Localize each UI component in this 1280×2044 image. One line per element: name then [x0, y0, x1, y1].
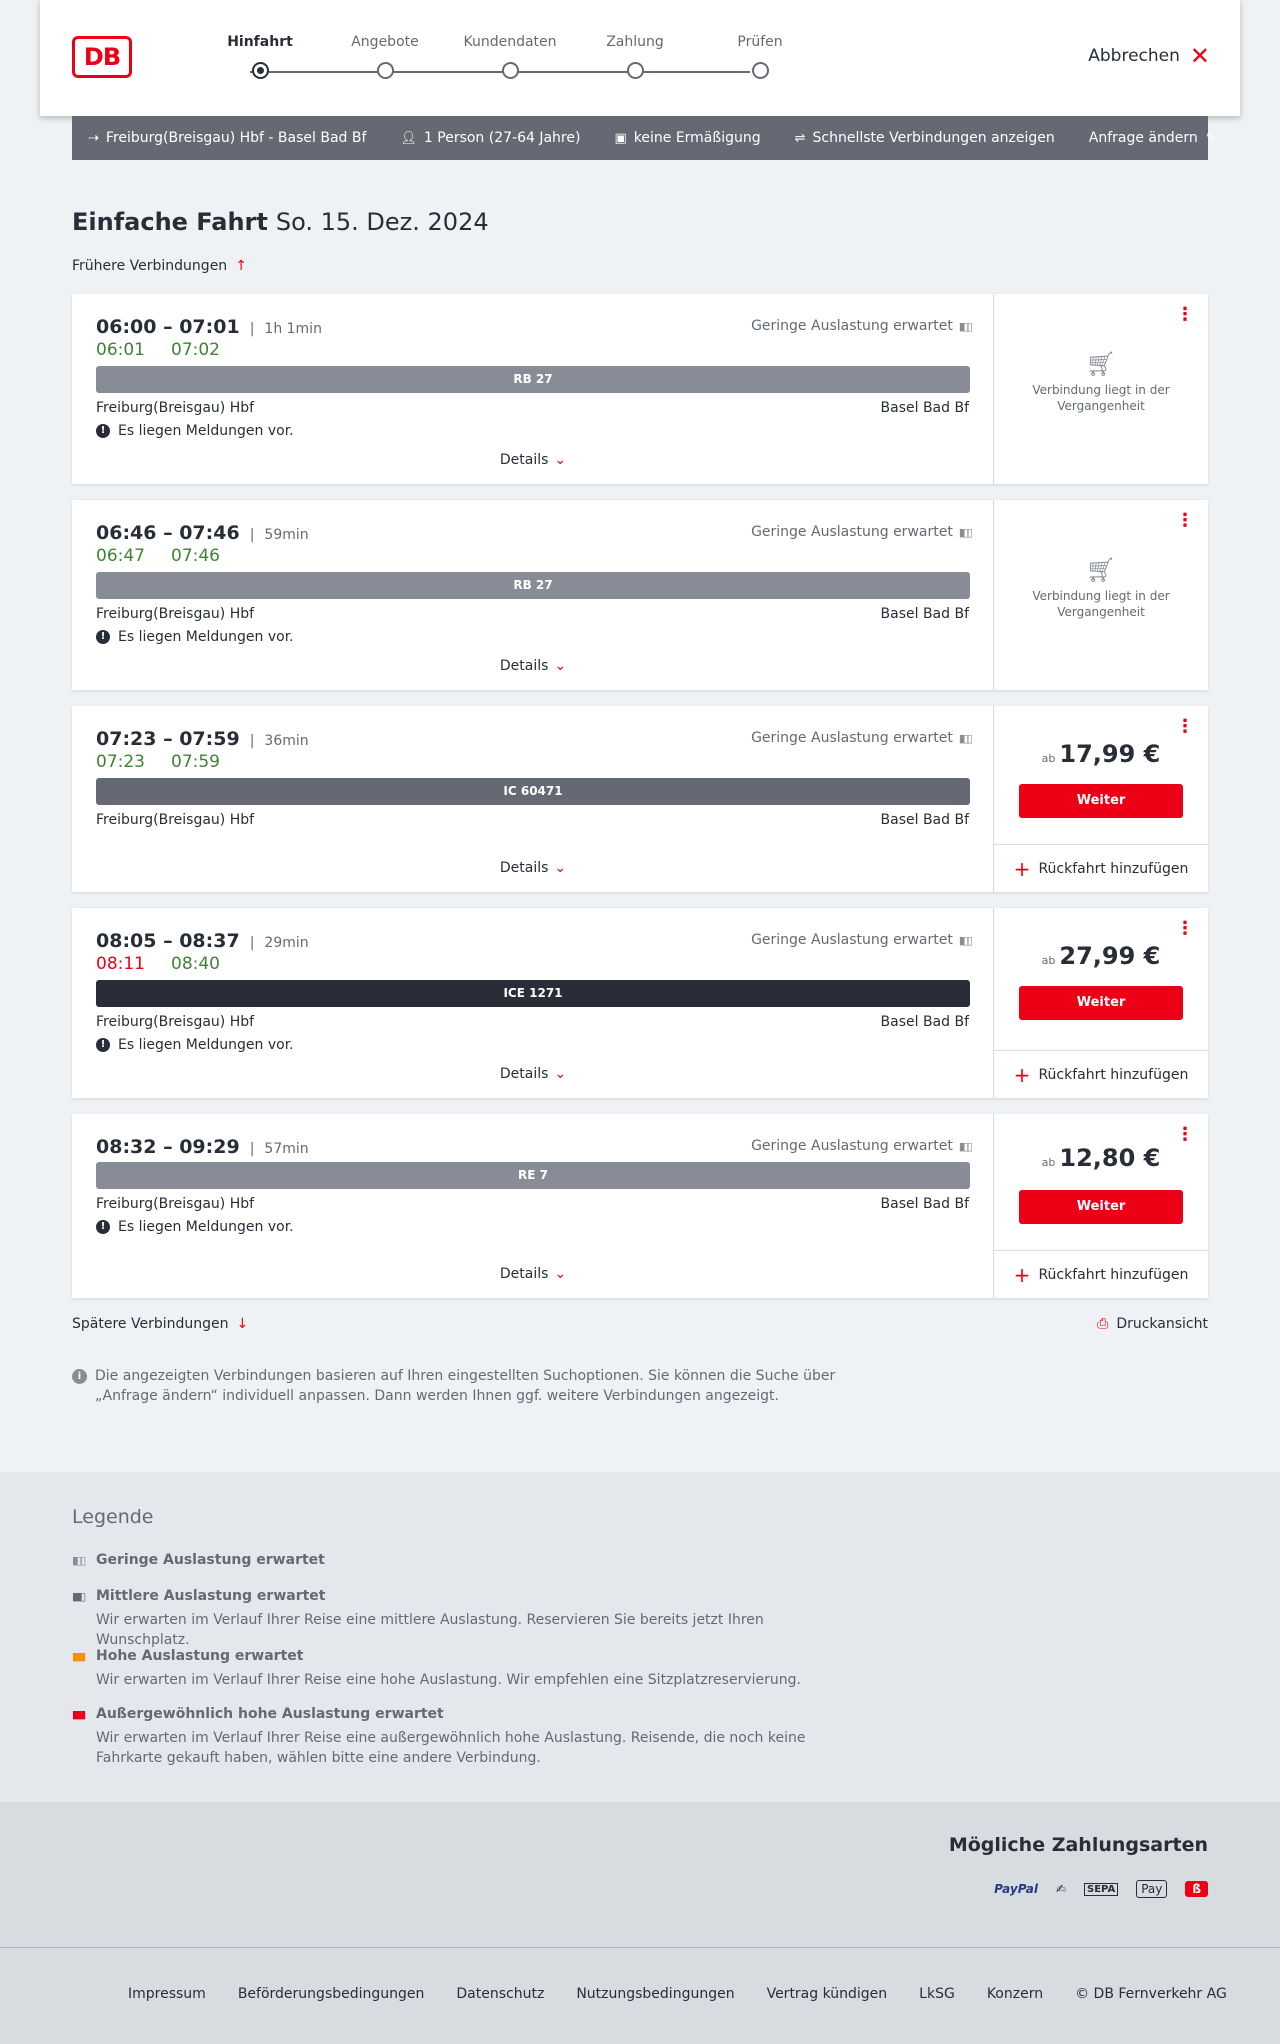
train-bar[interactable]: IC 60471 [96, 778, 970, 805]
alert-icon: ! [96, 1038, 110, 1052]
sepa-icon: SEPA [1084, 1883, 1118, 1896]
notice-text: Es liegen Meldungen vor. [118, 423, 294, 439]
destination-station: Basel Bad Bf [880, 1014, 969, 1030]
search-info-note [72, 1366, 852, 1406]
origin-station: Freiburg(Breisgau) Hbf [96, 1196, 255, 1212]
alert-icon: ! [96, 630, 110, 644]
add-return-label: Rückfahrt hinzufügen [1038, 1066, 1189, 1083]
planned-times [96, 930, 309, 952]
footer-link-impressum[interactable]: Impressum [128, 1986, 206, 2002]
duration: | 59min [250, 527, 309, 543]
notice-text: Es liegen Meldungen vor. [118, 1037, 294, 1053]
origin-station: Freiburg(Breisgau) Hbf [96, 606, 255, 622]
price [994, 1144, 1208, 1172]
arrow-up-icon: ↑ [235, 258, 247, 274]
price-prefix: ab [1041, 752, 1056, 765]
stepper-line [250, 71, 750, 73]
legend-item-medium [72, 1588, 836, 1650]
origin-station: Freiburg(Breisgau) Hbf [96, 400, 255, 416]
more-options-icon[interactable]: ⋮ [1176, 716, 1194, 737]
planned-times [96, 1136, 309, 1158]
summary-discount [614, 130, 760, 146]
page-title [72, 208, 489, 236]
occupancy-label: Geringe Auslastung erwartet [751, 318, 953, 334]
connection-card [72, 294, 1208, 484]
realtime-departure: 06:47 [96, 546, 145, 566]
occupancy-indicator [751, 524, 971, 540]
edit-request-label: Anfrage ändern [1088, 130, 1198, 146]
trip-type: Einfache Fahrt [72, 208, 268, 236]
occupancy-indicator [751, 1138, 971, 1154]
offer-panel [994, 500, 1208, 690]
offer-panel [994, 294, 1208, 484]
price-value: 27,99 € [1059, 942, 1161, 970]
offer-panel [994, 908, 1208, 1098]
connection-info [72, 294, 994, 484]
price-prefix: ab [1041, 1156, 1056, 1169]
occupancy-label: Geringe Auslastung erwartet [751, 730, 953, 746]
connection-card [72, 908, 1208, 1098]
summary-fastest-text: Schnellste Verbindungen anzeigen [812, 130, 1055, 146]
continue-button[interactable]: Weiter [1019, 1190, 1183, 1224]
notice-message [96, 1037, 294, 1053]
step-dot [502, 62, 519, 79]
duration: | 29min [250, 935, 309, 951]
past-text: Verbindung liegt in der Vergangenheit [1032, 383, 1170, 413]
summary-route [88, 130, 366, 146]
apple-pay-icon [1136, 1880, 1167, 1898]
notice-message [96, 1219, 294, 1235]
pencil-icon: ✎ [1205, 130, 1217, 146]
details-label: Details [499, 452, 549, 468]
step-kundendaten: Kundendaten [460, 34, 560, 58]
add-return-label: Rückfahrt hinzufügen [1038, 860, 1189, 877]
earlier-connections-link[interactable] [72, 258, 247, 274]
details-toggle[interactable] [72, 452, 994, 468]
origin-station: Freiburg(Breisgau) Hbf [96, 1014, 255, 1030]
summary-discount-text: keine Ermäßigung [633, 130, 761, 146]
step-dot [752, 62, 769, 79]
cart-disabled-icon: 🛒︎ [1085, 350, 1117, 378]
legend-item-text: Wir erwarten im Verlauf Ihrer Reise eine mittlere Auslastung. Reservieren Sie bereits jetzt Ihren Wunschplatz. [96, 1612, 764, 1648]
details-label: Details [499, 1066, 549, 1082]
print-view-link[interactable] [1097, 1316, 1208, 1332]
trip-date: So. 15. Dez. 2024 [275, 208, 489, 236]
notice-message [96, 629, 294, 645]
connection-info [72, 908, 994, 1098]
notice-text: Es liegen Meldungen vor. [118, 1219, 294, 1235]
db-payment-icon: ß [1185, 1881, 1208, 1897]
legend-title: Legende [72, 1506, 154, 1528]
notice-message [96, 423, 294, 439]
train-bar[interactable]: RE 7 [96, 1162, 970, 1189]
details-toggle[interactable] [72, 860, 994, 876]
more-options-icon[interactable]: ⋮ [1176, 918, 1194, 939]
legend-item-text: Wir erwarten im Verlauf Ihrer Reise eine hohe Auslastung. Wir empfehlen eine Sitzplatzreservierung. [96, 1672, 801, 1688]
legend-item-exceptional [72, 1706, 836, 1768]
occupancy-indicator [751, 932, 971, 948]
past-connection-note [994, 350, 1208, 414]
booking-header [40, 0, 1240, 116]
realtime-arrival: 07:02 [171, 340, 220, 360]
plus-icon: + [1013, 1262, 1031, 1287]
apple-pay-label: Pay [1141, 1882, 1163, 1896]
more-options-icon[interactable]: ⋮ [1176, 510, 1194, 531]
details-label: Details [499, 658, 549, 674]
later-label: Spätere Verbindungen [72, 1316, 229, 1332]
price-value: 12,80 € [1059, 1144, 1161, 1172]
price-prefix: ab [1041, 954, 1056, 967]
occupancy-label: Geringe Auslastung erwartet [751, 1138, 953, 1154]
footer-link-vertrag-kuendigen[interactable]: Vertrag kündigen [766, 1986, 888, 2002]
footer-copyright: © DB Fernverkehr AG [1075, 1986, 1227, 2002]
realtime-times [96, 546, 246, 566]
price-value: 17,99 € [1059, 740, 1161, 768]
cart-disabled-icon: 🛒︎ [1085, 556, 1117, 584]
footer-link-lksg[interactable]: LkSG [919, 1986, 955, 2002]
duration: | 36min [250, 733, 309, 749]
times-text: 08:05 – 08:37 [96, 930, 240, 952]
alert-icon: ! [96, 424, 110, 438]
payment-title: Mögliche Zahlungsarten [948, 1834, 1208, 1856]
train-bar[interactable]: RB 27 [96, 572, 970, 599]
destination-station: Basel Bad Bf [880, 606, 969, 622]
duration: | 57min [250, 1141, 309, 1157]
step-hinfahrt: Hinfahrt [210, 34, 310, 58]
step-zahlung: Zahlung [585, 34, 685, 58]
footer-link-nutzungsbedingungen[interactable]: Nutzungsbedingungen [576, 1986, 735, 2002]
planned-times [96, 316, 322, 338]
legend-item-low [72, 1552, 325, 1568]
price [994, 942, 1208, 970]
times-text: 07:23 – 07:59 [96, 728, 240, 750]
chevron-down-icon: ⌄ [554, 1266, 567, 1282]
planned-times [96, 728, 309, 750]
occupancy-exceptional-icon: ▮▮▮ [72, 1707, 85, 1721]
summary-fastest [795, 130, 1055, 146]
cancel-label: Abbrechen [1088, 46, 1180, 66]
occupancy-low-icon: ▮▯▯ [958, 319, 971, 333]
times-text: 06:46 – 07:46 [96, 522, 240, 544]
connection-card [72, 1114, 1208, 1298]
occupancy-low-icon: ▮▯▯ [958, 525, 971, 539]
realtime-times [96, 954, 246, 974]
db-logo[interactable]: DB [72, 36, 132, 78]
details-label: Details [499, 1266, 549, 1282]
occupancy-low-icon: ▮▯▯ [958, 933, 971, 947]
past-text: Verbindung liegt in der Vergangenheit [1032, 589, 1170, 619]
summary-persons-text: 1 Person (27-64 Jahre) [423, 130, 581, 146]
connection-card [72, 500, 1208, 690]
legend-item-title: Außergewöhnlich hohe Auslastung erwartet [96, 1706, 444, 1722]
more-options-icon[interactable]: ⋮ [1176, 1124, 1194, 1145]
realtime-departure: 06:01 [96, 340, 145, 360]
legend-section [0, 1472, 1280, 1802]
close-icon: ✕ [1189, 42, 1210, 70]
footer [0, 1948, 1280, 2044]
summary-persons [400, 130, 580, 146]
edit-request-button[interactable] [1089, 130, 1217, 146]
duration: | 1h 1min [250, 321, 322, 337]
times-text: 06:00 – 07:01 [96, 316, 240, 338]
details-toggle[interactable] [72, 658, 994, 674]
add-return-label: Rückfahrt hinzufügen [1038, 1266, 1189, 1283]
realtime-arrival: 07:59 [171, 752, 220, 772]
occupancy-indicator [751, 730, 971, 746]
step-dot [627, 62, 644, 79]
details-toggle[interactable] [72, 1266, 994, 1282]
continue-button[interactable]: Weiter [1019, 784, 1183, 818]
occupancy-low-icon: ▮▯▯ [958, 731, 971, 745]
cancel-button[interactable] [1088, 42, 1210, 70]
details-toggle[interactable] [72, 1066, 994, 1082]
summary-route-text: Freiburg(Breisgau) Hbf - Basel Bad Bf [105, 130, 367, 146]
chevron-down-icon: ⌄ [554, 860, 567, 876]
progress-stepper [210, 34, 783, 84]
step-pruefen: Prüfen [710, 34, 810, 58]
destination-station: Basel Bad Bf [880, 812, 969, 828]
occupancy-medium-icon: ▮▮▯ [72, 1589, 85, 1603]
origin-station: Freiburg(Breisgau) Hbf [96, 812, 255, 828]
occupancy-low-icon: ▮▯▯ [72, 1553, 85, 1567]
occupancy-label: Geringe Auslastung erwartet [751, 524, 953, 540]
occupancy-high-icon: ▮▮▮ [72, 1649, 85, 1663]
footer-link-datenschutz[interactable]: Datenschutz [456, 1986, 545, 2002]
payment-methods-section [0, 1802, 1280, 1948]
add-return-button[interactable] [994, 1250, 1208, 1298]
connection-info [72, 500, 994, 690]
legend-item-text: Wir erwarten im Verlauf Ihrer Reise eine außergewöhnlich hohe Auslastung. Reisende, die noch keine Fahrkarte gekauft haben, wählen bitte eine andere Verbindung. [96, 1730, 806, 1766]
offer-panel [994, 706, 1208, 892]
legend-item-title: Mittlere Auslastung erwartet [96, 1588, 326, 1604]
legend-item-title: Hohe Auslastung erwartet [96, 1648, 304, 1664]
train-bar[interactable]: RB 27 [96, 366, 970, 393]
search-summary-bar [72, 116, 1217, 160]
realtime-departure: 07:23 [96, 752, 145, 772]
details-label: Details [499, 860, 549, 876]
destination-station: Basel Bad Bf [880, 400, 969, 416]
realtime-times [96, 340, 246, 360]
footer-link-befoerderungsbedingungen[interactable]: Beförderungsbedingungen [237, 1986, 425, 2002]
connection-card [72, 706, 1208, 892]
plus-icon: + [1013, 856, 1031, 881]
times-text: 08:32 – 09:29 [96, 1136, 240, 1158]
filter-icon: ⇌ [794, 130, 806, 146]
realtime-arrival: 07:46 [171, 546, 220, 566]
paypal-icon: PayPal [994, 1882, 1038, 1896]
price [994, 740, 1208, 768]
payment-icons [994, 1880, 1208, 1898]
info-icon: i [72, 1369, 87, 1384]
realtime-times [96, 752, 246, 772]
add-return-button[interactable] [994, 844, 1208, 892]
notice-text: Es liegen Meldungen vor. [118, 629, 294, 645]
earlier-label: Frühere Verbindungen [72, 258, 228, 274]
realtime-departure: 08:11 [96, 954, 145, 974]
offer-panel [994, 1114, 1208, 1298]
train-bar[interactable]: ICE 1271 [96, 980, 970, 1007]
legend-item-title: Geringe Auslastung erwartet [96, 1552, 325, 1568]
info-text: Die angezeigten Verbindungen basieren auf Ihren eingestellten Suchoptionen. Sie können die Suche über „Anfrage ändern“ individuell anpassen. Dann werden Ihnen ggf. weitere Verbindungen angezeigt. [95, 1368, 836, 1404]
arrow-right-icon: ⇢ [88, 130, 99, 146]
footer-link-konzern[interactable]: Konzern [986, 1986, 1044, 2002]
person-icon: 👤︎ [400, 130, 417, 146]
footer-links [128, 1986, 1227, 2002]
occupancy-label: Geringe Auslastung erwartet [751, 932, 953, 948]
arrow-down-icon: ↓ [236, 1316, 249, 1332]
continue-button[interactable]: Weiter [1019, 986, 1183, 1020]
realtime-arrival: 08:40 [171, 954, 220, 974]
chevron-down-icon: ⌄ [554, 452, 567, 468]
destination-station: Basel Bad Bf [880, 1196, 969, 1212]
planned-times [96, 522, 309, 544]
step-dot-active [252, 62, 269, 79]
chevron-down-icon: ⌄ [554, 1066, 567, 1082]
chevron-down-icon: ⌄ [554, 658, 567, 674]
connection-info [72, 1114, 994, 1298]
card-icon: ▣ [614, 130, 627, 146]
later-connections-link[interactable] [72, 1316, 248, 1332]
step-angebote: Angebote [335, 34, 435, 58]
add-return-button[interactable] [994, 1050, 1208, 1098]
printer-icon: ⎙ [1097, 1316, 1109, 1332]
connection-info [72, 706, 994, 892]
legend-item-high [72, 1648, 836, 1690]
print-label: Druckansicht [1116, 1316, 1208, 1332]
plus-icon: + [1013, 1062, 1031, 1087]
credit-card-icon: ✍ [1055, 1882, 1067, 1896]
occupancy-low-icon: ▮▯▯ [958, 1139, 971, 1153]
more-options-icon[interactable]: ⋮ [1176, 304, 1194, 325]
step-dot [377, 62, 394, 79]
alert-icon: ! [96, 1220, 110, 1234]
occupancy-indicator [751, 318, 971, 334]
past-connection-note [994, 556, 1208, 620]
